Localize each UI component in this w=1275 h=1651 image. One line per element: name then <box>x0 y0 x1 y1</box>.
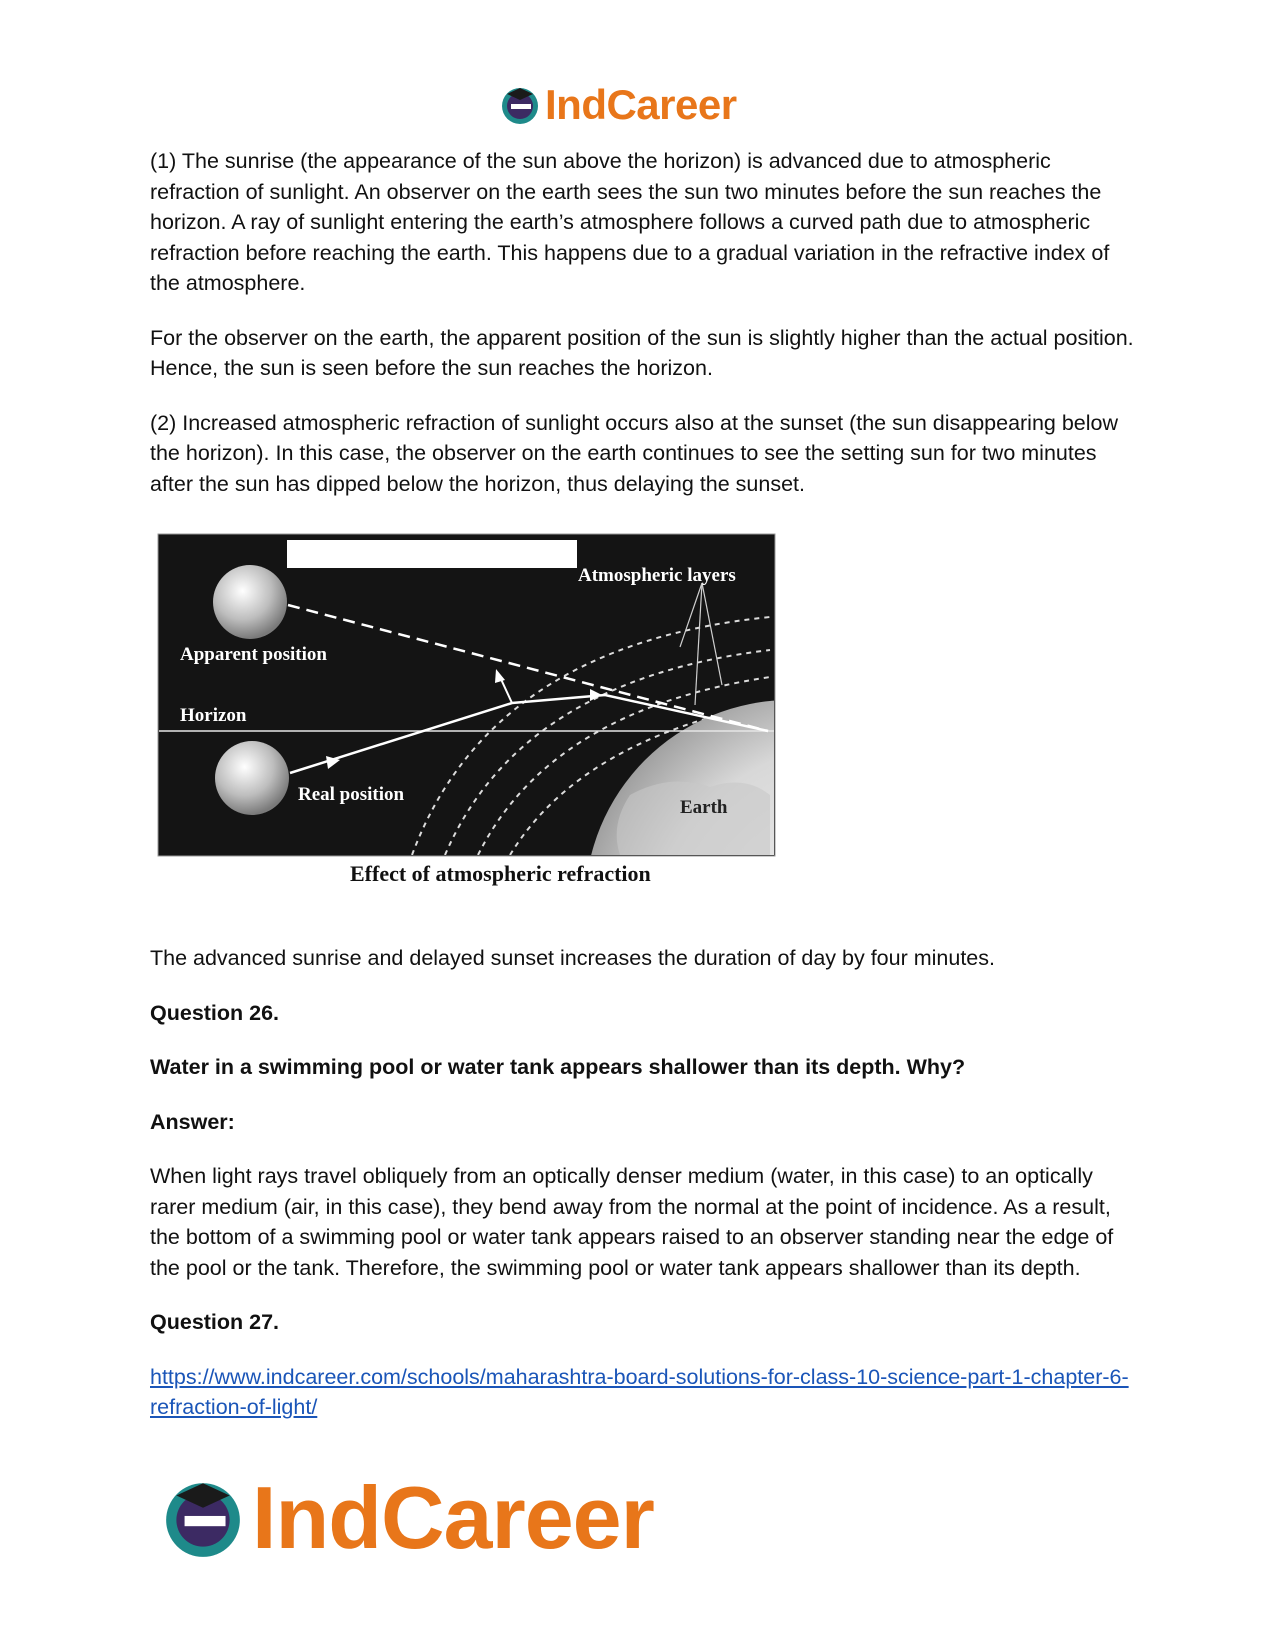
question-26-heading: Question 26. <box>150 1000 280 1025</box>
upper-text <box>150 146 1135 499</box>
lower-text <box>150 943 1135 1423</box>
question-26-text: Water in a swimming pool or water tank appears shallower than its depth. Why? <box>150 1055 966 1079</box>
logo-globe-icon <box>160 1475 246 1561</box>
logo-wordmark: IndCareer <box>545 81 737 128</box>
label-earth: Earth <box>680 797 728 818</box>
logo-globe-icon <box>499 84 541 126</box>
label-atmospheric-layers: Atmospheric layers <box>578 565 736 586</box>
summary-text: The advanced sunrise and delayed sunset increases the duration of day by four minutes. <box>150 946 995 970</box>
apparent-sun <box>213 565 287 639</box>
answer-label: Answer: <box>150 1109 235 1134</box>
source-link[interactable]: https://www.indcareer.com/schools/maharashtra-board-solutions-for-class-10-science-part-1-chapter-6-refraction-of-light/ <box>150 1364 1129 1419</box>
footer-logo-wordmark: IndCareer <box>252 1468 654 1567</box>
footer-logo <box>160 1470 654 1566</box>
figure-caption: Effect of atmospheric refraction <box>350 861 651 886</box>
refraction-figure <box>150 525 815 910</box>
label-apparent-position: Apparent position <box>180 644 327 665</box>
paragraph-sunset: (2) Increased atmospheric refraction of sunlight occurs also at the sunset (the sun disappearing below the horizon). In this case, the observer on the earth continues to see the setting sun for two minutes after the sun has dipped below the horizon, thus delaying the sunset. <box>150 410 1119 496</box>
paragraph-apparent-position: For the observer on the earth, the apparent position of the sun is slightly higher than the actual position. Hence, the sun is seen before the sun reaches the horizon. <box>150 325 1134 380</box>
real-sun <box>215 741 289 815</box>
label-real-position: Real position <box>298 784 405 805</box>
label-horizon: Horizon <box>180 705 247 726</box>
question-27-heading: Question 27. <box>150 1310 280 1334</box>
redaction-box <box>287 540 577 568</box>
answer-26-text: When light rays travel obliquely from an optically denser medium (water, in this case) to an optically rarer medium (air, in this case), they bend away from the normal at the point of incidence. As a result, the bottom of a swimming pool or water tank appears raised to an observer standing near the edge of the pool or the tank. Therefore, the swimming pool or water tank appears shallower than its depth. <box>150 1164 1114 1280</box>
paragraph-sunrise: (1) The sunrise (the appearance of the sun above the horizon) is advanced due to atmospheric refraction of sunlight. An observer on the earth sees the sun two minutes before the sun reaches the horizon. A ray of sunlight entering the earth’s atmosphere follows a curved path due to atmospheric refraction before reaching the earth. This happens due to a gradual variation in the refractive index of the atmosphere. <box>150 149 1110 295</box>
header-logo <box>499 80 737 130</box>
